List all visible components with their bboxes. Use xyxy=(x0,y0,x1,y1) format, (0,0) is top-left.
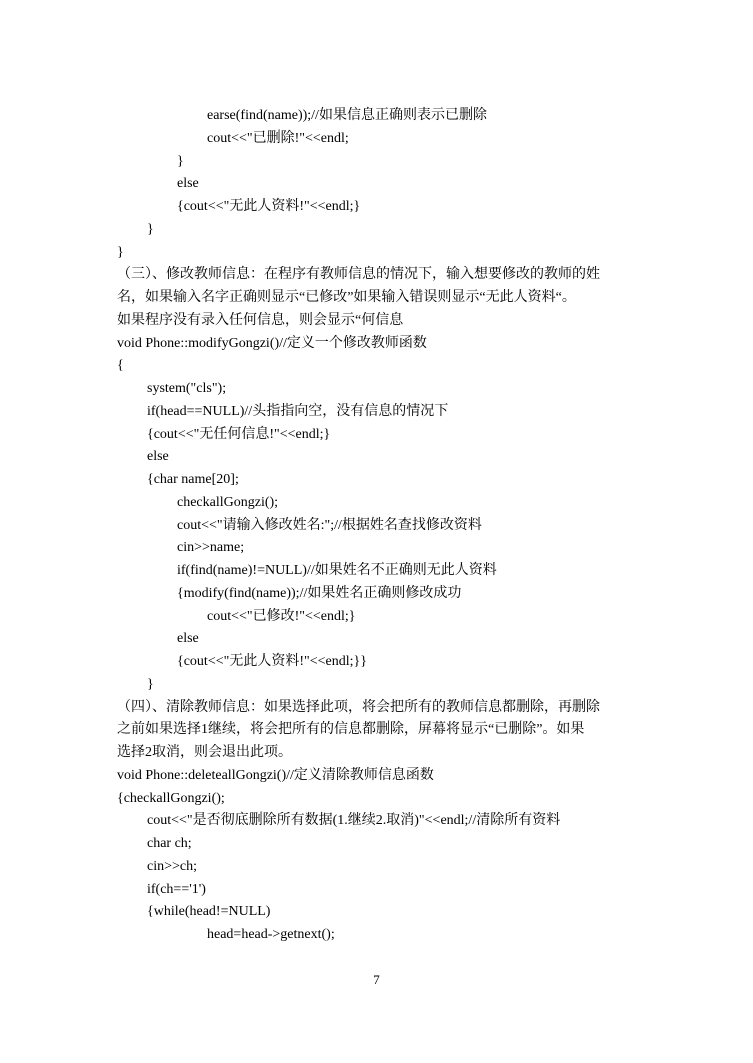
text-line: system("cls"); xyxy=(147,381,227,396)
text-line: cout<<"已删除!"<<endl; xyxy=(207,130,349,146)
text-line: char ch; xyxy=(147,836,192,851)
document-body xyxy=(117,105,647,947)
page-number: 7 xyxy=(373,972,380,987)
text-line: {cout<<"无此人资料!"<<endl;}} xyxy=(177,654,367,669)
text-line: cout<<"是否彻底删除所有数据(1.继续2.取消)"<<endl;//清除所有资料 xyxy=(147,813,561,829)
text-line: { xyxy=(117,358,124,374)
text-line: if(ch=='1') xyxy=(147,881,206,897)
text-line: cout<<"已修改!"<<endl;} xyxy=(207,608,356,624)
text-line: else xyxy=(177,176,199,192)
text-line: cin>>name; xyxy=(177,540,245,556)
text-line: } xyxy=(147,676,154,692)
text-line: if(find(name)!=NULL)//如果姓名不正确则无此人资料 xyxy=(177,563,497,578)
text-line: 如果程序没有录入任何信息，则会显示“何信息 xyxy=(117,312,404,328)
text-line: else xyxy=(147,449,169,465)
text-line: 选择2取消，则会退出此项。 xyxy=(117,745,292,760)
text-line: } xyxy=(147,221,154,237)
text-line: 之前如果选择1继续，将会把所有的信息都删除，屏幕将显示“已删除”。如果 xyxy=(117,722,585,738)
text-line: 名，如果输入名字正确则显示“已修改”如果输入错误则显示“无此人资料“。 xyxy=(117,290,576,305)
text-line: } xyxy=(117,244,124,260)
text-line: （三）、修改教师信息：在程序有教师信息的情况下，输入想要修改的教师的姓 xyxy=(117,267,600,283)
text-line: if(head==NULL)//头指指向空，没有信息的情况下 xyxy=(147,403,449,419)
text-line: checkallGongzi(); xyxy=(177,494,279,510)
text-line: {checkallGongzi(); xyxy=(117,790,225,806)
text-line: } xyxy=(177,153,184,169)
text-line: void Phone::deleteallGongzi()//定义清除教师信息函数 xyxy=(117,767,434,783)
text-line: {while(head!=NULL) xyxy=(147,904,271,920)
text-line: cout<<"请输入修改姓名:";//根据姓名查找修改资料 xyxy=(177,517,482,533)
text-line: cin>>ch; xyxy=(147,858,197,874)
text-line: {cout<<"无此人资料!"<<endl;} xyxy=(177,199,361,214)
text-line: earse(find(name));//如果信息正确则表示已删除 xyxy=(207,108,487,123)
text-line: head=head->getnext(); xyxy=(207,927,335,942)
text-line: （四）、清除教师信息：如果选择此项，将会把所有的教师信息都删除，再删除 xyxy=(117,699,600,715)
text-line: {modify(find(name));//如果姓名正确则修改成功 xyxy=(177,585,462,601)
text-line: {cout<<"无任何信息!"<<endl;} xyxy=(147,426,331,442)
text-line: else xyxy=(177,631,199,647)
text-line: {char name[20]; xyxy=(147,472,239,487)
text-line: void Phone::modifyGongzi()//定义一个修改教师函数 xyxy=(117,335,427,351)
